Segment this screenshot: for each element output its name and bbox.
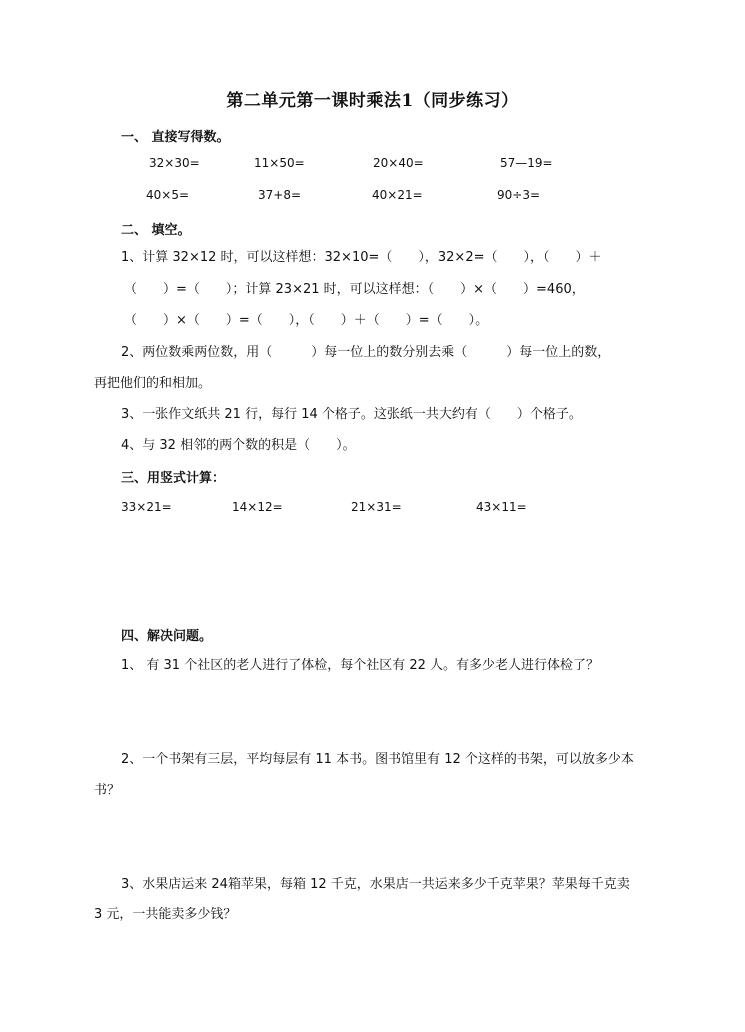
mental-calc-item: 20×40=: [373, 156, 424, 170]
fill-blank-q2-line2: 再把他们的和相加。: [94, 376, 212, 391]
section-4-heading: 四、解决问题。: [121, 629, 213, 644]
fill-blank-q3: 3、一张作文纸共 21 行，每行 14 个格子。这张纸一共大约有（ ）个格子。: [121, 407, 582, 422]
mental-calc-item: 90÷3=: [497, 188, 541, 202]
word-problem-3-line2: 3 元，一共能卖多少钱？: [94, 907, 237, 922]
section-3-heading: 三、用竖式计算：: [121, 471, 226, 486]
mental-calc-item: 57—19=: [500, 156, 553, 170]
word-problem-2-line2: 书？: [94, 783, 121, 798]
mental-calc-item: 37+8=: [258, 188, 302, 202]
vertical-calc-item: 43×11=: [476, 500, 527, 514]
section-1-heading: 一、 直接写得数。: [121, 130, 230, 145]
fill-blank-q1-line3: （ ）×（ ）=（ ），（ ）＋（ ）=（ ）。: [124, 313, 489, 328]
word-problem-1: 1、 有 31 个社区的老人进行了体检，每个社区有 22 人。有多少老人进行体检了？: [121, 658, 600, 673]
fill-blank-q4: 4、与 32 相邻的两个数的积是（ ）。: [121, 438, 356, 453]
vertical-calc-item: 21×31=: [351, 500, 402, 514]
word-problem-3-line1: 3、水果店运来 24箱苹果，每箱 12 千克，水果店一共运来多少千克苹果？苹果每千克卖: [121, 877, 630, 892]
mental-calc-item: 40×21=: [372, 188, 423, 202]
fill-blank-q1-line2: （ ）=（ ）；计算 23×21 时，可以这样想：（ ）×（ ）=460，: [124, 282, 585, 297]
fill-blank-q1-line1: 1、计算 32×12 时，可以这样想：32×10=（ ），32×2=（ ），（ ）＋: [121, 250, 602, 265]
vertical-calc-item: 33×21=: [121, 500, 172, 514]
mental-calc-item: 11×50=: [254, 156, 305, 170]
vertical-calc-item: 14×12=: [232, 500, 283, 514]
fill-blank-q2-line1: 2、两位数乘两位数，用（ ）每一位上的数分别去乘（ ）每一位上的数，: [121, 345, 611, 360]
word-problem-2-line1: 2、一个书架有三层，平均每层有 11 本书。图书馆里有 12 个这样的书架，可以放多少本: [121, 752, 634, 767]
mental-calc-item: 32×30=: [149, 156, 200, 170]
section-2-heading: 二、 填空。: [121, 223, 191, 238]
mental-calc-item: 40×5=: [146, 188, 190, 202]
page-title: 第二单元第一课时乘法1（同步练习）: [226, 91, 519, 111]
